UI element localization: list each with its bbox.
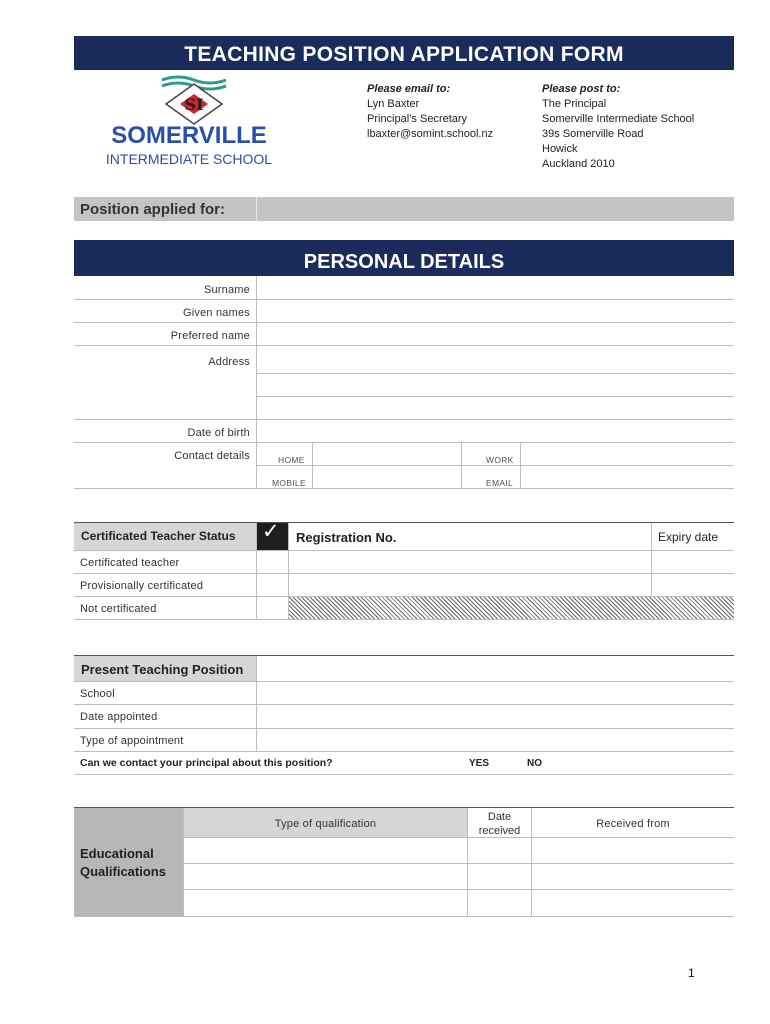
preferred-name-label: Preferred name	[170, 330, 250, 342]
qualification-type-input[interactable]	[185, 864, 466, 888]
registration-input-provisional[interactable]	[290, 574, 650, 595]
logo-initials: SI	[184, 95, 204, 114]
date-appointed-label: Date appointed	[80, 711, 158, 723]
email-address: lbaxter@somint.school.nz	[367, 128, 494, 140]
present-position-heading: Present Teaching Position	[81, 662, 244, 677]
mobile-phone-label: MOBILE	[272, 478, 306, 488]
date-header-line: Date	[487, 811, 512, 823]
expiry-input-certificated[interactable]	[653, 551, 733, 572]
position-divider	[256, 197, 257, 221]
address-label: Address	[208, 356, 250, 368]
email-input[interactable]	[521, 466, 733, 487]
qualification-date-input[interactable]	[469, 890, 530, 915]
email-label: EMAIL	[486, 478, 514, 488]
received-from-header: Received from	[596, 818, 670, 830]
school-crest-logo	[160, 72, 228, 128]
qualification-type-input[interactable]	[185, 838, 466, 862]
not-certificated-checkbox[interactable]	[258, 597, 287, 618]
work-phone-input[interactable]	[521, 443, 733, 464]
school-subtitle: INTERMEDIATE SCHOOL	[105, 151, 273, 167]
qualification-date-input[interactable]	[469, 864, 530, 888]
provisional-checkbox[interactable]	[258, 574, 287, 595]
page-number: 1	[688, 966, 695, 980]
expiry-input-provisional[interactable]	[653, 574, 733, 595]
post-line: 39s Somerville Road	[542, 128, 644, 140]
address-input-line-1[interactable]	[258, 346, 733, 372]
contact-principal-question: Can we contact your principal about this position?	[80, 757, 333, 769]
personal-details-heading: PERSONAL DETAILS	[74, 240, 734, 276]
not-applicable-hatched-cell	[289, 597, 734, 619]
contact-yes-option[interactable]: YES	[469, 758, 490, 769]
work-phone-label: WORK	[486, 455, 514, 465]
contact-no-option[interactable]: NO	[527, 758, 542, 769]
school-label: School	[80, 688, 115, 700]
email-line: Principal’s Secretary	[367, 113, 468, 125]
post-heading: Please post to:	[542, 83, 621, 95]
date-appointed-input[interactable]	[258, 705, 733, 727]
address-input-line-3[interactable]	[258, 397, 733, 418]
surname-label: Surname	[203, 284, 250, 296]
email-line: Lyn Baxter	[367, 98, 420, 110]
date-of-birth-label: Date of birth	[187, 427, 250, 439]
school-name: SOMERVILLE	[111, 122, 267, 149]
position-applied-label: Position applied for:	[80, 201, 225, 218]
cert-row-provisional: Provisionally certificated	[80, 580, 204, 592]
post-line: Somerville Intermediate School	[542, 113, 695, 125]
type-of-appointment-label: Type of appointment	[80, 735, 184, 747]
registration-number-label: Registration No.	[296, 530, 397, 545]
type-of-appointment-input[interactable]	[258, 729, 733, 750]
expiry-date-label: Expiry date	[658, 530, 719, 544]
home-phone-label: HOME	[278, 455, 305, 465]
position-applied-field[interactable]	[258, 198, 732, 220]
given-names-input[interactable]	[258, 300, 733, 321]
qualification-from-input[interactable]	[533, 838, 733, 862]
qualification-from-input[interactable]	[533, 864, 733, 888]
mobile-phone-input[interactable]	[313, 466, 460, 487]
preferred-name-input[interactable]	[258, 323, 733, 344]
surname-input[interactable]	[258, 277, 733, 298]
date-of-birth-input[interactable]	[258, 420, 733, 441]
email-contact-block	[367, 82, 493, 142]
cert-status-heading: Certificated Teacher Status	[81, 529, 236, 543]
school-input[interactable]	[258, 682, 733, 703]
qualification-from-input[interactable]	[533, 890, 733, 915]
post-contact-block	[542, 82, 694, 172]
cert-row-not-certificated: Not certificated	[80, 603, 157, 615]
type-of-qualification-header: Type of qualification	[274, 818, 377, 830]
check-mark-icon: ✓	[262, 519, 280, 543]
qualification-type-input[interactable]	[185, 890, 466, 915]
home-phone-input[interactable]	[313, 443, 460, 464]
post-line: Howick	[542, 143, 578, 155]
contact-details-label: Contact details	[174, 450, 250, 462]
edu-label-line: Educational	[80, 846, 154, 861]
address-input-line-2[interactable]	[258, 374, 733, 395]
date-header-line: received	[478, 825, 521, 837]
registration-input-certificated[interactable]	[290, 551, 650, 572]
present-position-input[interactable]	[258, 657, 733, 680]
given-names-label: Given names	[182, 307, 250, 319]
form-title: TEACHING POSITION APPLICATION FORM	[74, 36, 734, 70]
date-received-header	[468, 810, 531, 838]
email-heading: Please email to:	[367, 83, 451, 95]
certificated-checkbox[interactable]	[258, 551, 287, 572]
edu-label-line: Qualifications	[80, 864, 166, 879]
post-line: The Principal	[542, 98, 607, 110]
post-line: Auckland 2010	[542, 158, 615, 170]
cert-row-certificated: Certificated teacher	[80, 557, 180, 569]
educational-qualifications-label	[80, 845, 166, 881]
qualification-date-input[interactable]	[469, 838, 530, 862]
